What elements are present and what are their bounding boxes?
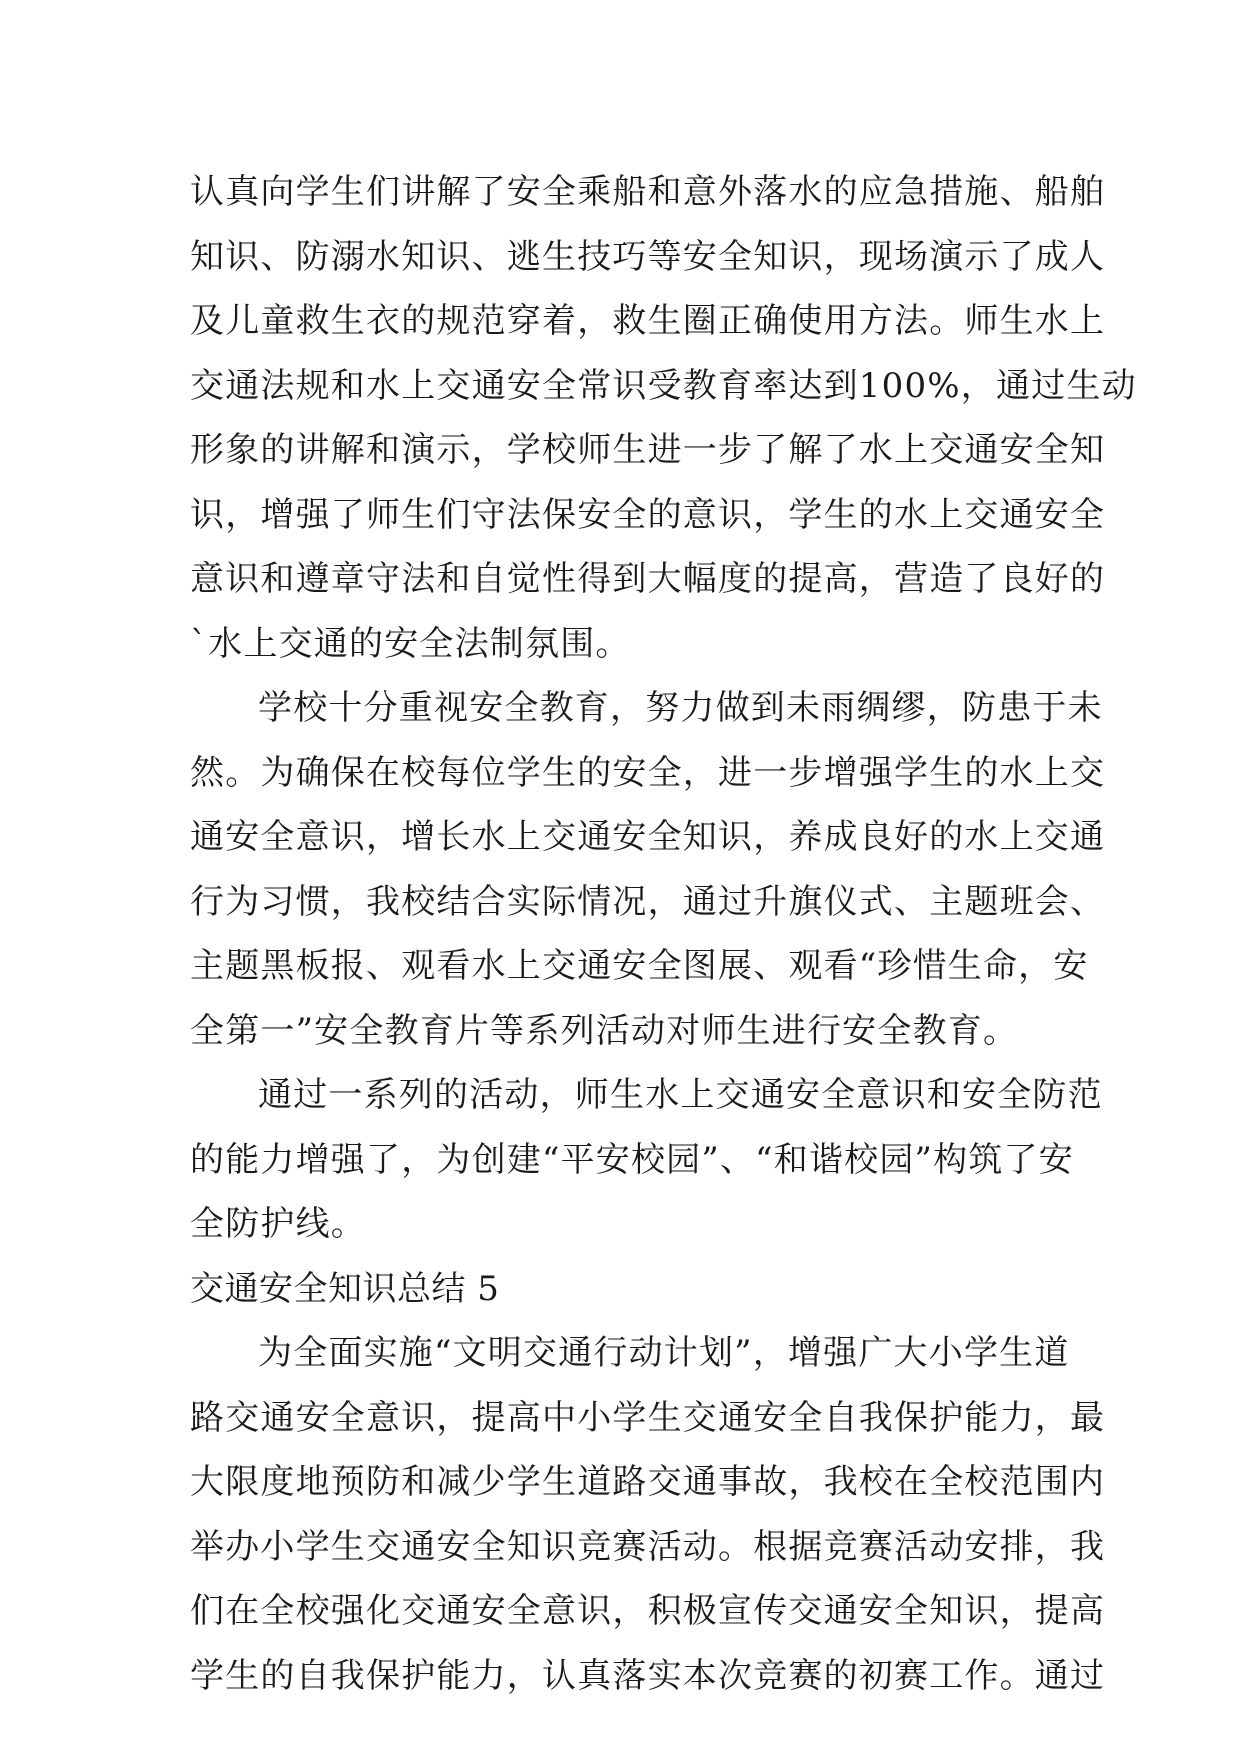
- paragraph-line: 通安全意识，增长水上交通安全知识，养成良好的水上交通: [190, 817, 1106, 857]
- paragraph-line: 路交通安全意识，提高中小学生交通安全自我保护能力，最: [190, 1397, 1106, 1438]
- paragraph-line: 识，增强了师生们守法保安全的意识，学生的水上交通安全: [190, 494, 1106, 535]
- paragraph-line: 然。为确保在校每位学生的安全，进一步增强学生的水上交: [190, 752, 1106, 793]
- document-body: [190, 160, 1137, 1708]
- paragraph-line: 认真向学生们讲解了安全乘船和意外落水的应急措施、船舶: [190, 172, 1106, 212]
- paragraph-line: 形象的讲解和演示，学校师生进一步了解了水上交通安全知: [190, 430, 1106, 470]
- paragraph-line: 举办小学生交通安全知识竞赛活动。根据竞赛活动安排，我: [190, 1526, 1106, 1567]
- paragraph-first-line: 学校十分重视安全教育，努力做到未雨绸缪，防患于未: [258, 688, 1103, 728]
- paragraph-line: 们在全校强化交通安全意识，积极宣传交通安全知识，提高: [190, 1591, 1106, 1631]
- paragraph-first-line: 通过一系列的活动，师生水上交通安全意识和安全防范: [258, 1075, 1103, 1115]
- paragraph-3: [190, 1063, 1103, 1257]
- section-heading: 交通安全知识总结 5: [190, 1268, 500, 1309]
- paragraph-line: `水上交通的安全法制氛围。: [190, 623, 631, 664]
- paragraph-line: 大限度地预防和减少学生道路交通事故，我校在全校范围内: [190, 1462, 1106, 1502]
- paragraph-line: 行为习惯，我校结合实际情况，通过升旗仪式、主题班会、: [190, 881, 1106, 922]
- paragraph-1: [190, 160, 1137, 676]
- paragraph-line: 知识、防溺水知识、逃生技巧等安全知识，现场演示了成人: [190, 236, 1106, 277]
- paragraph-line: 学生的自我保护能力，认真落实本次竞赛的初赛工作。通过: [190, 1655, 1106, 1696]
- paragraph-line: 全防护线。: [190, 1204, 366, 1244]
- paragraph-2: [190, 676, 1106, 1063]
- paragraph-4: [190, 1321, 1106, 1708]
- paragraph-line: 意识和遵章守法和自觉性得到大幅度的提高，营造了良好的: [190, 559, 1106, 599]
- paragraph-first-line: 为全面实施“文明交通行动计划”，增强广大小学生道: [258, 1333, 1070, 1373]
- paragraph-line: 全第一”安全教育片等系列活动对师生进行安全教育。: [190, 1010, 1019, 1051]
- paragraph-line: 及儿童救生衣的规范穿着，救生圈正确使用方法。师生水上: [190, 301, 1106, 341]
- paragraph-line: 交通法规和水上交通安全常识受教育率达到100%，通过生动: [190, 365, 1137, 406]
- paragraph-line: 的能力增强了，为创建“平安校园”、“和谐校园”构筑了安: [190, 1139, 1074, 1180]
- paragraph-line: 主题黑板报、观看水上交通安全图展、观看“珍惜生命，安: [190, 946, 1089, 986]
